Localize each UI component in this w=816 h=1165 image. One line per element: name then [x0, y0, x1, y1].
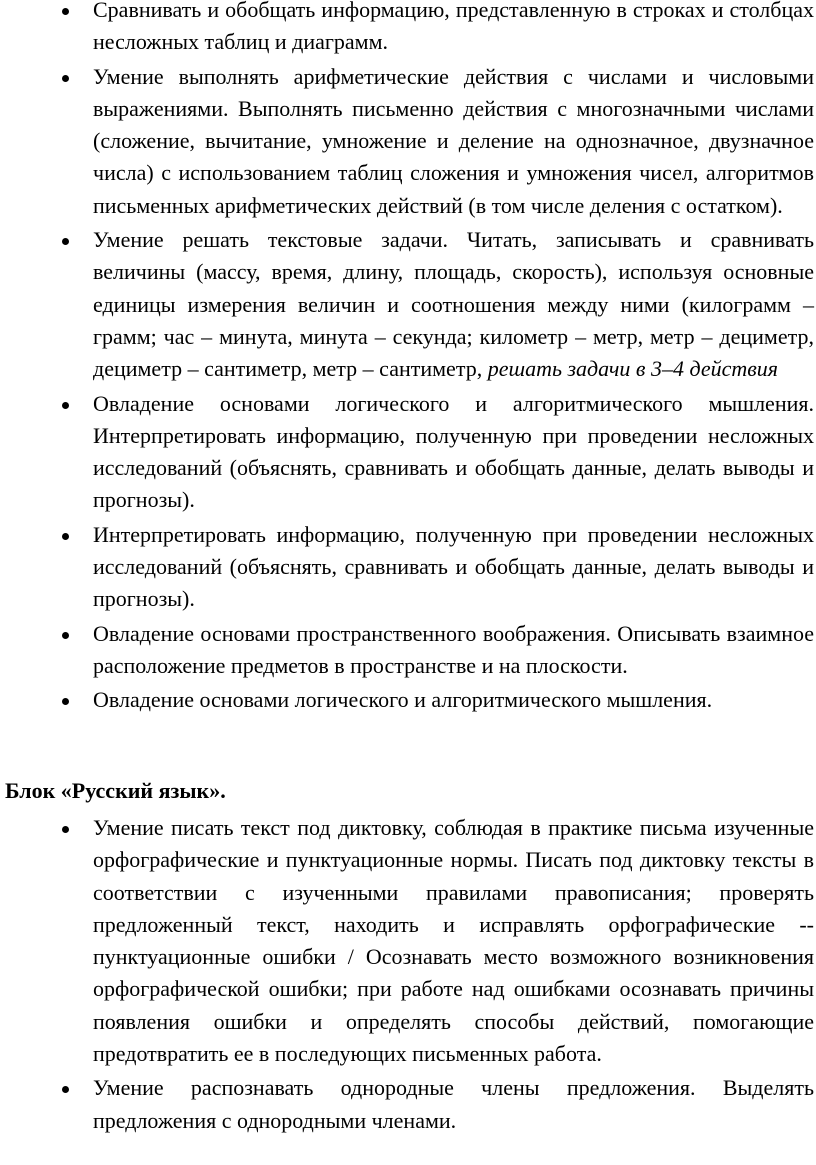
list-item — [0, 1072, 816, 1137]
list-item-text: Умение выполнять арифметические действия с числами и числовыми выражениями. Выполнять письменно действия с многозначными числами (сложение, вычитание, умножение и деление на однозначное, двузначное числа) с использованием таблиц сложения и умножения чисел, алгоритмов письменных арифметических действий (в том числе деления с остатком). — [93, 63, 814, 218]
list-item — [0, 618, 816, 683]
list-item-text: Умение писать текст под диктовку, соблюдая в практике письма изученные орфографические и пунктуационные нормы. Писать под диктовку тексты в соответствии с изученными правилами правописания; проверять предложенный текст, находить и исправлять орфографические --пунктуационные ошибки / Осознавать место возможного возникновения орфографической ошибки; при работе над ошибками осознавать причины появления ошибки и определять способы действий, помогающие предотвратить ее в последующих письменных работа. — [93, 815, 814, 1067]
bullet-icon — [62, 402, 69, 409]
list-item-text: Умение решать текстовые задачи. Читать, записывать и сравнивать величины (массу, время, длину, площадь, скорость), используя основные единицы измерения величин и соотношения между ними (килограмм – грамм; час – минута, минута – секунда; километр – метр, метр – дециметр, дециметр – сантиметр, метр – сантиметр, — [93, 227, 814, 382]
list-item — [0, 61, 816, 222]
list-item-text: Овладение основами логического и алгоритмического мышления. — [93, 687, 713, 713]
list-item — [0, 224, 816, 385]
bullet-icon — [62, 8, 69, 15]
list-item — [0, 684, 816, 716]
bullet-icon — [62, 75, 69, 82]
bullet-icon — [62, 1086, 69, 1093]
list-item — [0, 0, 816, 59]
section-heading: Блок «Русский язык». — [5, 778, 226, 803]
list-item-text: Овладение основами логического и алгоритмического мышления. Интерпретировать информацию, полученную при проведении несложных исследований (объяснять, сравнивать и обобщать данные, делать выводы и прогнозы). — [93, 390, 814, 513]
list-item — [0, 519, 816, 616]
list-item — [0, 388, 816, 517]
list-item-italic-text: решать задачи в 3–4 действия — [487, 356, 779, 382]
list-item-text: Овладение основами пространственного воображения. Описывать взаимное расположение предметов в пространстве и на плоскости. — [93, 620, 814, 678]
list-item — [0, 812, 816, 1070]
bullet-icon — [62, 533, 69, 540]
bullet-icon — [62, 632, 69, 639]
russian-skills-list — [0, 812, 816, 1139]
list-item-text: Интерпретировать информацию, полученную при проведении несложных исследований (объяснять, сравнивать и обобщать данные, делать выводы и прогнозы). — [93, 521, 814, 612]
list-item-text: Умение распознавать однородные члены предложения. Выделять предложения с однородными членами. — [93, 1075, 814, 1133]
bullet-icon — [62, 238, 69, 245]
bullet-icon — [62, 826, 69, 833]
bullet-icon — [62, 698, 69, 705]
list-item-text: Сравнивать и обобщать информацию, представленную в строках и столбцах несложных таблиц и диаграмм. — [93, 0, 814, 55]
